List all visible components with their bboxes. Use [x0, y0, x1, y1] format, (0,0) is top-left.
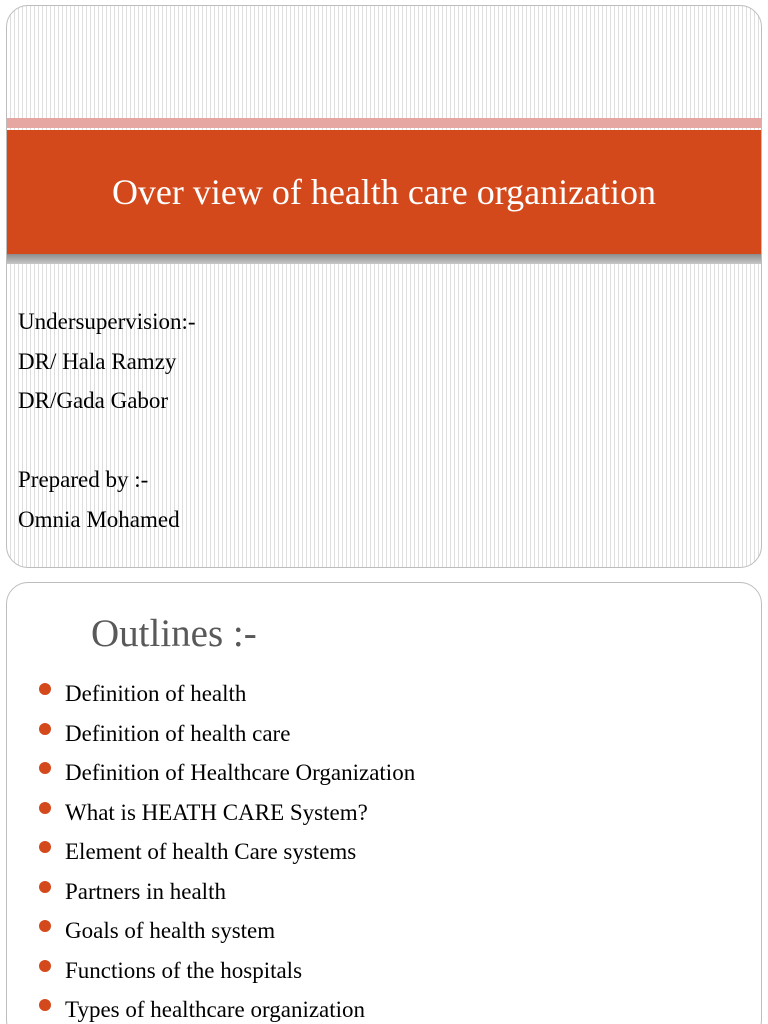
bullet-dot-icon: [39, 999, 51, 1011]
outline-slide: [6, 582, 762, 1024]
prepared-label: Prepared by :-: [18, 467, 149, 492]
list-item: [39, 911, 415, 951]
list-item: [39, 832, 415, 872]
supervisor-1: DR/ Hala Ramzy: [18, 348, 177, 374]
list-item-text: Functions of the hospitals: [65, 957, 303, 983]
list-item: [39, 793, 415, 833]
list-item-text: Types of healthcare organization: [65, 997, 366, 1022]
bullet-dot-icon: [39, 683, 51, 695]
bullet-dot-icon: [39, 841, 51, 853]
bullet-dot-icon: [39, 881, 51, 893]
bullet-dot-icon: [39, 762, 51, 774]
supervision-label: Undersupervision:-: [18, 309, 196, 334]
list-item-text: Definition of Healthcare Organization: [65, 760, 416, 785]
list-item: [39, 674, 415, 714]
list-item-text: Goals of health system: [65, 918, 276, 943]
bullet-dot-icon: [39, 920, 51, 932]
list-item: [39, 951, 415, 991]
bullet-dot-icon: [39, 723, 51, 735]
title-band-shadow: [7, 254, 761, 264]
supervisor-2: DR/Gada Gabor: [18, 388, 169, 413]
preparer-name: Omnia Mohamed: [18, 506, 180, 532]
bullet-dot-icon: [39, 802, 51, 814]
list-item-text: Definition of health: [65, 681, 247, 706]
list-item: [39, 753, 415, 793]
title-band: [7, 118, 761, 268]
credits-spacer: [18, 421, 196, 461]
outline-list: [39, 674, 415, 1024]
slide-title: Over view of health care organization: [111, 172, 657, 212]
list-item-text: Definition of health care: [65, 720, 291, 746]
list-item-text: Partners in health: [65, 878, 226, 904]
list-item: [39, 872, 415, 912]
title-slide: [6, 5, 762, 568]
list-item-text: What is HEATH CARE System?: [65, 799, 368, 825]
title-band-top-stripe: [7, 118, 761, 128]
list-item: [39, 990, 415, 1024]
title-band-main: [7, 130, 761, 254]
list-item-text: Element of health Care systems: [65, 839, 357, 864]
bullet-dot-icon: [39, 960, 51, 972]
outline-heading: Outlines :-: [91, 612, 257, 655]
credits-block: [18, 302, 196, 539]
list-item: [39, 714, 415, 754]
